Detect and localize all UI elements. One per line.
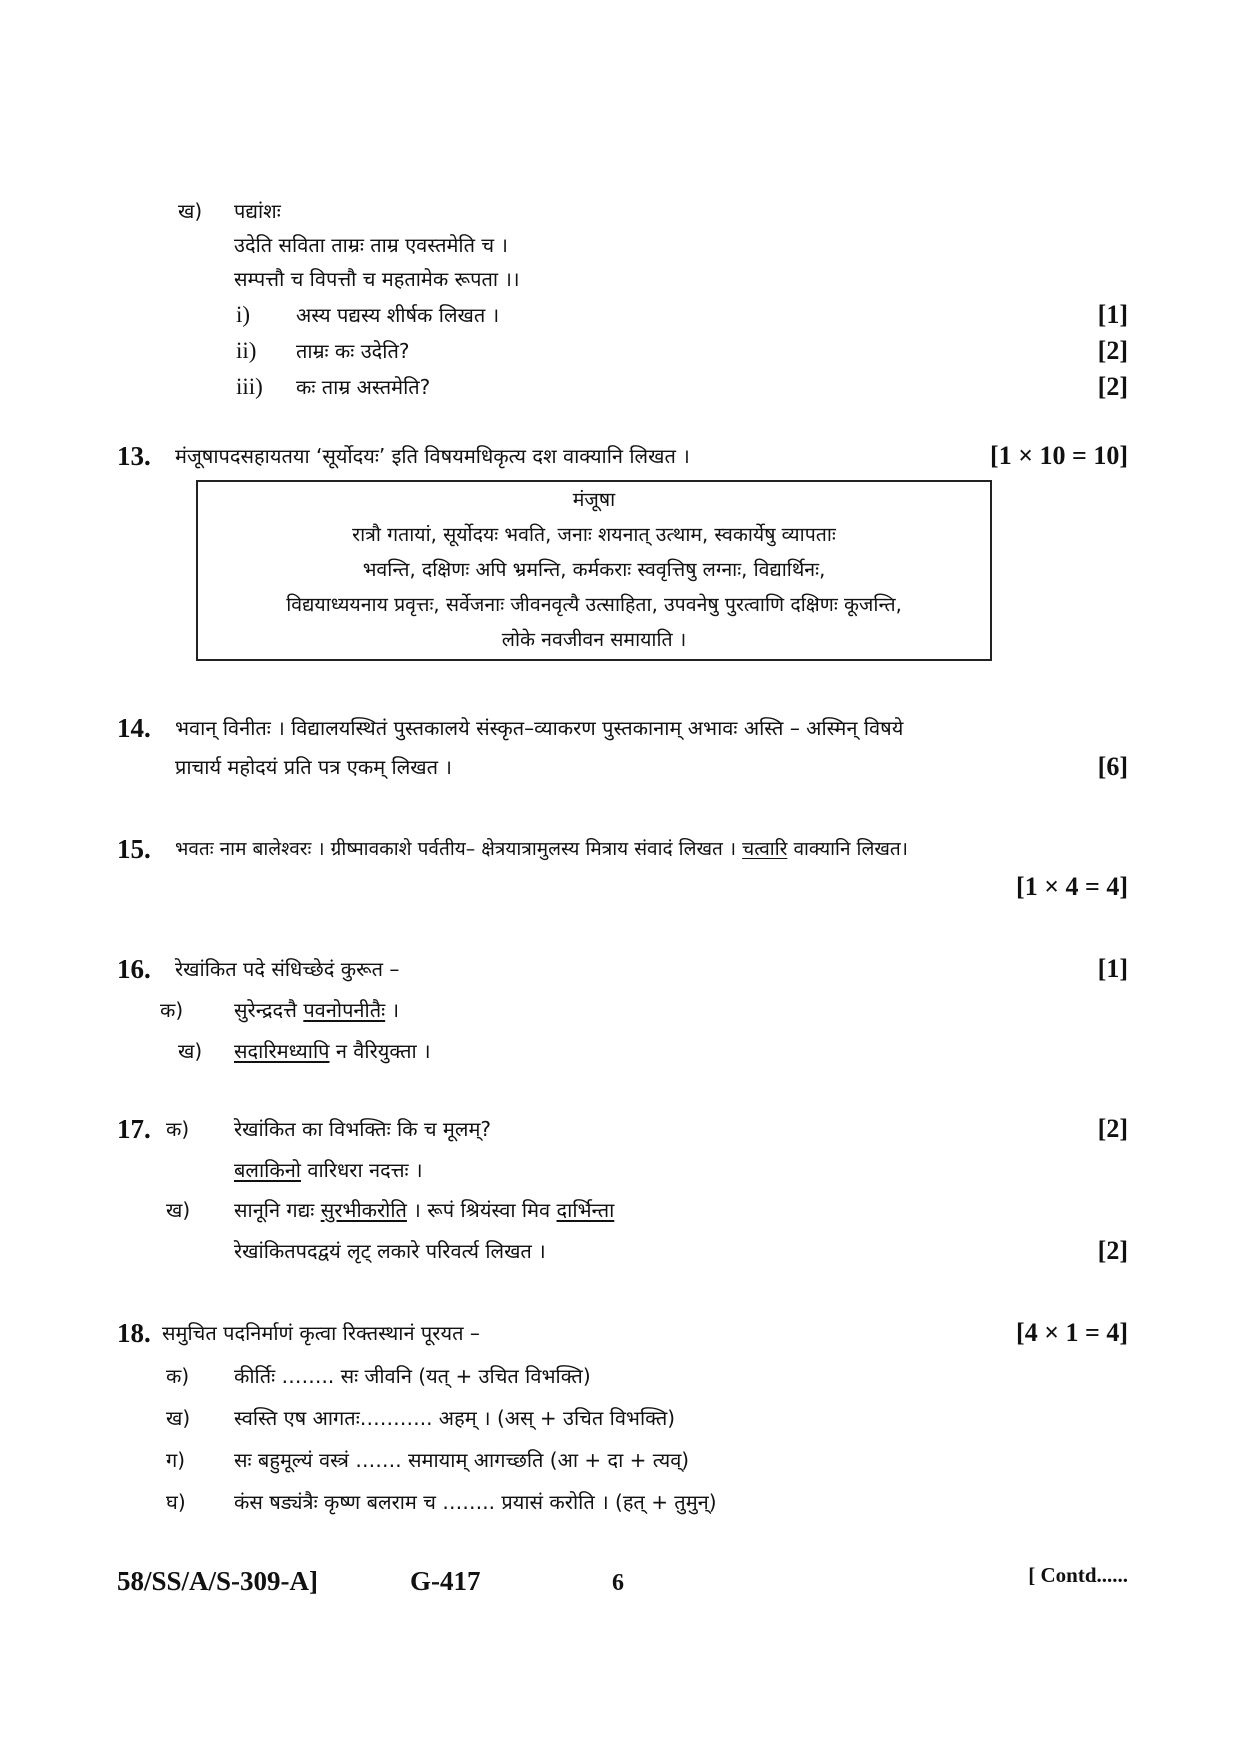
q18-text: समुचित पदनिर्माणं कृत्वा रिक्तस्थानं पूरयत –	[162, 1321, 480, 1345]
q15-number: 15.	[117, 834, 151, 864]
q12b-heading: पद्यांशः	[234, 199, 281, 223]
q12b-sub-text: ताम्रः कः उदेति?	[296, 339, 410, 363]
q17b-sentence: सानूनि गद्यः सुरभीकरोति । रूपं श्रियंस्वा मिव दार्भिन्ता	[234, 1198, 615, 1222]
q12b-sub-text: कः ताम्र अस्तमेति?	[296, 375, 431, 399]
q16-text: रेखांकित पदे संधिच्छेदं कुरूत –	[175, 957, 400, 981]
q14-line2: प्राचार्य महोदयं प्रति पत्र एकम् लिखत ।	[175, 755, 452, 779]
word-box-title: मंजूषा	[572, 488, 616, 511]
q16-number: 16.	[117, 954, 151, 984]
q16b-label: ख)	[178, 1039, 203, 1063]
q18-item-text: सः बहुमूल्यं वस्त्रं ……. समायाम् आगच्छति (आ + दा + त्यव्)	[234, 1448, 690, 1472]
page-number: 6	[612, 1570, 624, 1596]
q17a-text: रेखांकित का विभक्तिः कि च मूलम्?	[234, 1117, 492, 1141]
q12b-sub-marks: [2]	[1097, 336, 1128, 365]
word-box-line: लोके नवजीवन समायाति ।	[501, 628, 687, 651]
q18-marks: [4 × 1 = 4]	[1016, 1318, 1128, 1347]
q14-line1: भवान् विनीतः । विद्यालयस्थितं पुस्तकालये संस्कृत–व्याकरण पुस्तकानाम् अभावः अस्ति – अस्मिन् विषये	[175, 716, 904, 740]
word-box-line: विद्ययाध्ययनाय प्रवृत्तः, सर्वेजनाः जीवनवृत्यै उत्साहिता, उपवनेषु पुरत्वाणि दक्षिणः कूजन्ति,	[286, 593, 902, 616]
q12b-sub-num: ii)	[236, 338, 257, 363]
q16-marks: [1]	[1097, 954, 1128, 983]
q17a-sentence: बलाकिनो वारिधरा नदत्तः ।	[234, 1158, 423, 1182]
footer-contd: [ Contd......	[1028, 1563, 1128, 1587]
word-box-line: रात्रौ गतायां, सूर्योदयः भवति, जनाः शयनात् उत्थाम, स्वकार्येषु व्यापताः	[352, 523, 836, 546]
q17a-label: क)	[166, 1117, 190, 1141]
q16a-text: सुरेन्द्रदत्तै पवनोपनीतैः ।	[234, 998, 400, 1022]
q16b-text: सदारिमध्यापि न वैरियुक्ता ।	[234, 1039, 431, 1063]
q17-number: 17.	[117, 1114, 151, 1144]
q18-item-label: घ)	[166, 1490, 186, 1514]
q13-text: मंजूषापदसहायतया ‘सूर्योदयः’ इति विषयमधिकृत्य दश वाक्यानि लिखत ।	[175, 444, 690, 468]
q15-underlined-word: चत्वारि	[742, 838, 788, 860]
q12b-verse-line1: उदेति सविता ताम्रः ताम्र एवस्तमेति च ।	[234, 233, 509, 257]
q17b-label: ख)	[166, 1198, 191, 1222]
q14-number: 14.	[117, 713, 151, 743]
q13-number: 13.	[117, 441, 151, 471]
q12b-sub-marks: [2]	[1097, 372, 1128, 401]
q15-text: भवतः नाम बालेश्वरः । ग्रीष्मावकाशे पर्वतीय– क्षेत्रयात्रामुलस्य मित्राय संवादं लिखत । चत्वारि वाक्यानि लिखत।	[175, 838, 908, 860]
word-box	[196, 480, 992, 661]
q12b-label: ख)	[178, 199, 203, 223]
q18-item-text: स्वस्ति एष आगतः……….. अहम् । (अस् + उचित विभक्ति)	[234, 1406, 676, 1430]
q18-item-label: ख)	[166, 1406, 191, 1430]
word-box-line: भवन्ति, दक्षिणः अपि भ्रमन्ति, कर्मकराः स्ववृत्तिषु लग्नाः, विद्यार्थिनः,	[362, 558, 826, 581]
q12b-sub-text: अस्य पद्यस्य शीर्षक लिखत ।	[296, 303, 500, 327]
q12b-sub-marks: [1]	[1097, 300, 1128, 329]
q18-item-text: कंस षड्यंत्रैः कृष्ण बलराम च …….. प्रयासं करोति । (हत् + तुमुन्)	[234, 1490, 717, 1514]
q17b-instruction: रेखांकितपदद्वयं लृट् लकारे परिवर्त्य लिखत ।	[234, 1239, 546, 1263]
q18-item-text: कीर्तिः …….. सः जीवनि (यत् + उचित विभक्ति)	[234, 1364, 591, 1388]
q18-number: 18.	[117, 1318, 151, 1348]
q14-marks: [6]	[1097, 752, 1128, 781]
q18-item-label: ग)	[166, 1448, 186, 1472]
footer-series: G-417	[410, 1566, 481, 1596]
q17b-marks: [2]	[1097, 1236, 1128, 1265]
q18-item-label: क)	[166, 1364, 190, 1388]
q15-marks: [1 × 4 = 4]	[1016, 872, 1128, 901]
q12b-sub-num: iii)	[236, 374, 263, 399]
q16a-label: क)	[160, 998, 184, 1022]
q13-marks: [1 × 10 = 10]	[990, 441, 1128, 470]
footer-code: 58/SS/A/S-309-A]	[117, 1566, 319, 1596]
q17a-marks: [2]	[1097, 1114, 1128, 1143]
q12b-sub-num: i)	[236, 302, 251, 327]
q12b-verse-line2: सम्पत्तौ च विपत्तौ च महतामेक रूपता ।।	[234, 267, 520, 291]
